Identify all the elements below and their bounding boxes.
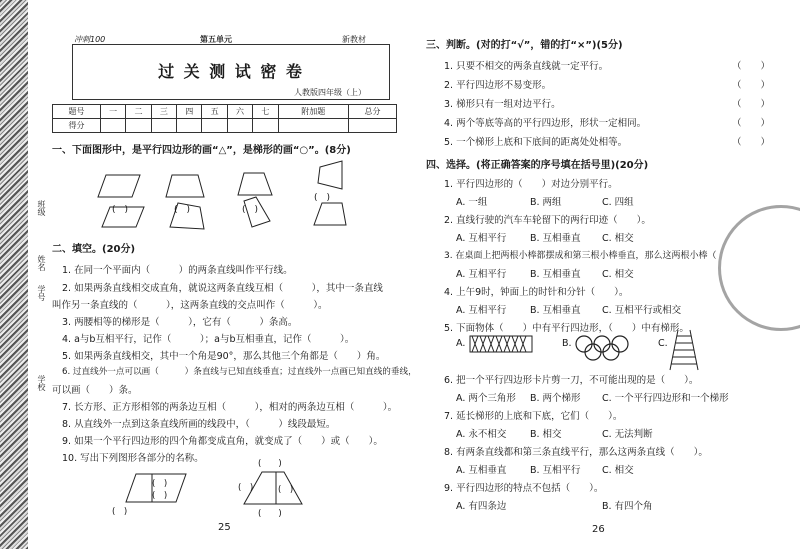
choice-option[interactable]: B. 互相垂直 [530,305,581,316]
choice-option[interactable]: B. 互相垂直 [530,269,581,280]
score-input-cell[interactable] [177,119,202,133]
choice-question: 8. 有两条直线都和第三条直线平行，那么这两条直线（ ）。 [444,447,708,458]
paren-label: ( ) [258,459,282,469]
score-cell: 五 [202,105,227,119]
choice-question: 6. 把一个平行四边形卡片剪一刀，不可能出现的是（ ）。 [444,375,699,386]
paren-label: ( ) [278,485,294,495]
score-cell: 总分 [349,105,397,119]
fill-item: 可以画（ ）条。 [52,385,138,396]
olympic-rings-icon [576,336,628,360]
choice-question: 9. 平行四边形的特点不包括（ ）。 [444,483,604,494]
choice-option[interactable]: B. 相交 [530,429,562,440]
fill-item: 9. 如果一个平行四边形的四个角都变成直角，就变成了（ ）或（ ）。 [62,436,383,447]
score-cell: 二 [126,105,151,119]
choice-option[interactable]: C. 相交 [602,465,634,476]
section-4-heading: 四、选择。(将正确答案的序号填在括号里)(20分) [426,160,649,171]
fill-item: 叫作另一条直线的（ ），这两条直线的交点叫作（ ）。 [52,300,328,311]
judge-item: 5. 一个梯形上底和下底间的距离处处相等。 [444,137,628,148]
quad-shape [318,161,342,189]
score-cell: 一 [100,105,125,119]
score-input-cell[interactable] [349,119,397,133]
trapezoid-shape [314,203,346,225]
ladder-icon [670,330,698,370]
page-number-right: 26 [592,524,605,535]
section-3-heading: 三、判断。(对的打“√”，错的打“×”)(5分) [426,40,623,51]
choice-option[interactable]: B. [562,338,572,349]
binding-strip [0,0,28,549]
score-input-cell[interactable] [253,119,278,133]
judge-item: 3. 梯形只有一组对边平行。 [444,99,561,110]
choice-option[interactable]: A. [456,338,466,349]
score-cell: 六 [227,105,252,119]
choice-option[interactable]: C. 相交 [602,233,634,244]
score-input-cell[interactable] [278,119,348,133]
paren-label: ( ) [314,193,331,203]
binding-area [30,0,52,549]
paren-label: ( ) [174,205,191,215]
answer-blank[interactable]: （ ） [732,80,771,91]
edition-label: 新教材 [342,35,366,44]
judge-item: 1. 只要不相交的两条直线就一定平行。 [444,61,609,72]
choice-option[interactable]: B. 两个梯形 [530,393,581,404]
binding-label-class: 班级 [37,200,46,216]
page-title: 过 关 测 试 密 卷 [158,62,304,81]
score-cell: 题号 [53,105,101,119]
trapezoid-shape [238,173,272,195]
paren-label: ( ) [152,491,168,501]
choice-option[interactable]: C. [658,338,668,349]
answer-blank[interactable]: （ ） [732,99,771,110]
fence-icon [470,336,532,352]
objects-figure [412,330,800,374]
choice-option[interactable]: B. 两组 [530,197,562,208]
score-cell: 附加题 [278,105,348,119]
parallelogram-shape [98,175,140,197]
paren-label: ( ) [152,479,168,489]
score-input-cell[interactable] [202,119,227,133]
choice-question: 4. 上午9时，钟面上的时针和分针（ ）。 [444,287,629,298]
choice-option[interactable]: A. 互相平行 [456,305,507,316]
brand-label: 冲刺100 [74,35,106,44]
parts-figure [52,459,408,522]
judge-item: 2. 平行四边形不易变形。 [444,80,552,91]
choice-option[interactable]: B. 有四个角 [602,501,653,512]
score-cell: 得分 [53,119,101,133]
binding-label-number: 学号 [37,285,46,301]
score-cell: 七 [253,105,278,119]
choice-question: 3. 在桌面上把两根小棒都摆成和第三根小棒垂直，那么这两根小棒（ [444,251,717,261]
score-input-cell[interactable] [100,119,125,133]
score-cell: 四 [177,105,202,119]
fill-item: 8. 从直线外一点到这条直线所画的线段中，（ ）线段最短。 [62,419,336,430]
score-table [52,104,397,133]
grade-label: 人教版四年级（上） [294,88,366,97]
binding-label-school: 学校 [37,375,46,391]
answer-blank[interactable]: （ ） [732,61,771,72]
choice-option[interactable]: A. 一组 [456,197,488,208]
trapezoid-shape [166,175,204,197]
choice-option[interactable]: A. 永不相交 [456,429,507,440]
choice-option[interactable]: A. 两个三角形 [456,393,516,404]
fill-item: 6. 过直线外一点可以画（ ）条直线与已知直线垂直；过直线外一点画已知直线的垂线， [62,367,417,377]
section-1-heading: 一、下面图形中，是平行四边形的画“△”，是梯形的画“○”。(8分) [52,145,351,156]
choice-option[interactable]: C. 无法判断 [602,429,653,440]
score-cell: 三 [151,105,176,119]
judge-item: 4. 两个等底等高的平行四边形，形状一定相同。 [444,118,647,129]
score-input-cell[interactable] [151,119,176,133]
score-table-header-row [53,105,397,119]
paren-label: ( ) [238,483,254,493]
choice-option[interactable]: B. 互相垂直 [530,233,581,244]
score-table-score-row [53,119,397,133]
paren-label: ( ) [242,205,259,215]
fill-item: 2. 如果两条直线相交成直角，就说这两条直线互相（ ），其中一条直线 [62,283,383,294]
paren-label: ( ) [258,509,282,519]
choice-option[interactable]: A. 互相垂直 [456,465,507,476]
choice-option[interactable]: A. 互相平行 [456,233,507,244]
shapes-figure [52,155,408,235]
choice-option[interactable]: C. 相交 [602,269,634,280]
fill-item: 10. 写出下列图形各部分的名称。 [62,453,204,464]
section-2-heading: 二、填空。(20分) [52,244,136,255]
choice-option[interactable]: C. 互相平行或相交 [602,305,682,316]
choice-option[interactable]: A. 互相平行 [456,269,507,280]
answer-blank[interactable]: （ ） [732,118,771,129]
fill-item: 7. 长方形、正方形相邻的两条边互相（ ），相对的两条边互相（ ）。 [62,402,398,413]
fill-item: 1. 在同一个平面内（ ）的两条直线叫作平行线。 [62,265,293,276]
choice-option[interactable]: A. 有四条边 [456,501,507,512]
binding-label-name: 姓名 [37,255,46,271]
score-input-cell[interactable] [126,119,151,133]
paren-label: ( ) [112,507,128,517]
choice-option[interactable]: C. 一个平行四边形和一个梯形 [602,393,729,404]
choice-question: 7. 延长梯形的上底和下底，它们（ ）。 [444,411,623,422]
page-number-left: 25 [218,522,231,533]
choice-question: 5. 下面物体（ ）中有平行四边形，（ ）中有梯形。 [444,323,689,334]
fill-item: 4. a与b互相平行，记作（ ）；a与b互相垂直，记作（ ）。 [62,334,355,345]
answer-blank[interactable]: （ ） [732,137,771,148]
fill-item: 5. 如果两条直线相交，其中一个角是90°，那么其他三个角都是（ ）角。 [62,351,386,362]
score-input-cell[interactable] [227,119,252,133]
choice-option[interactable]: B. 互相平行 [530,465,581,476]
paren-label: ( ) [112,205,129,215]
choice-option[interactable]: C. 四组 [602,197,634,208]
choice-question: 2. 直线行驶的汽车车轮留下的两行印迹（ ）。 [444,215,651,226]
unit-label: 第五单元 [200,35,232,44]
left-page [52,0,417,549]
choice-question: 1. 平行四边形的（ ）对边分别平行。 [444,179,618,190]
fill-item: 3. 两腰相等的梯形是（ ），它有（ ）条高。 [62,317,298,328]
